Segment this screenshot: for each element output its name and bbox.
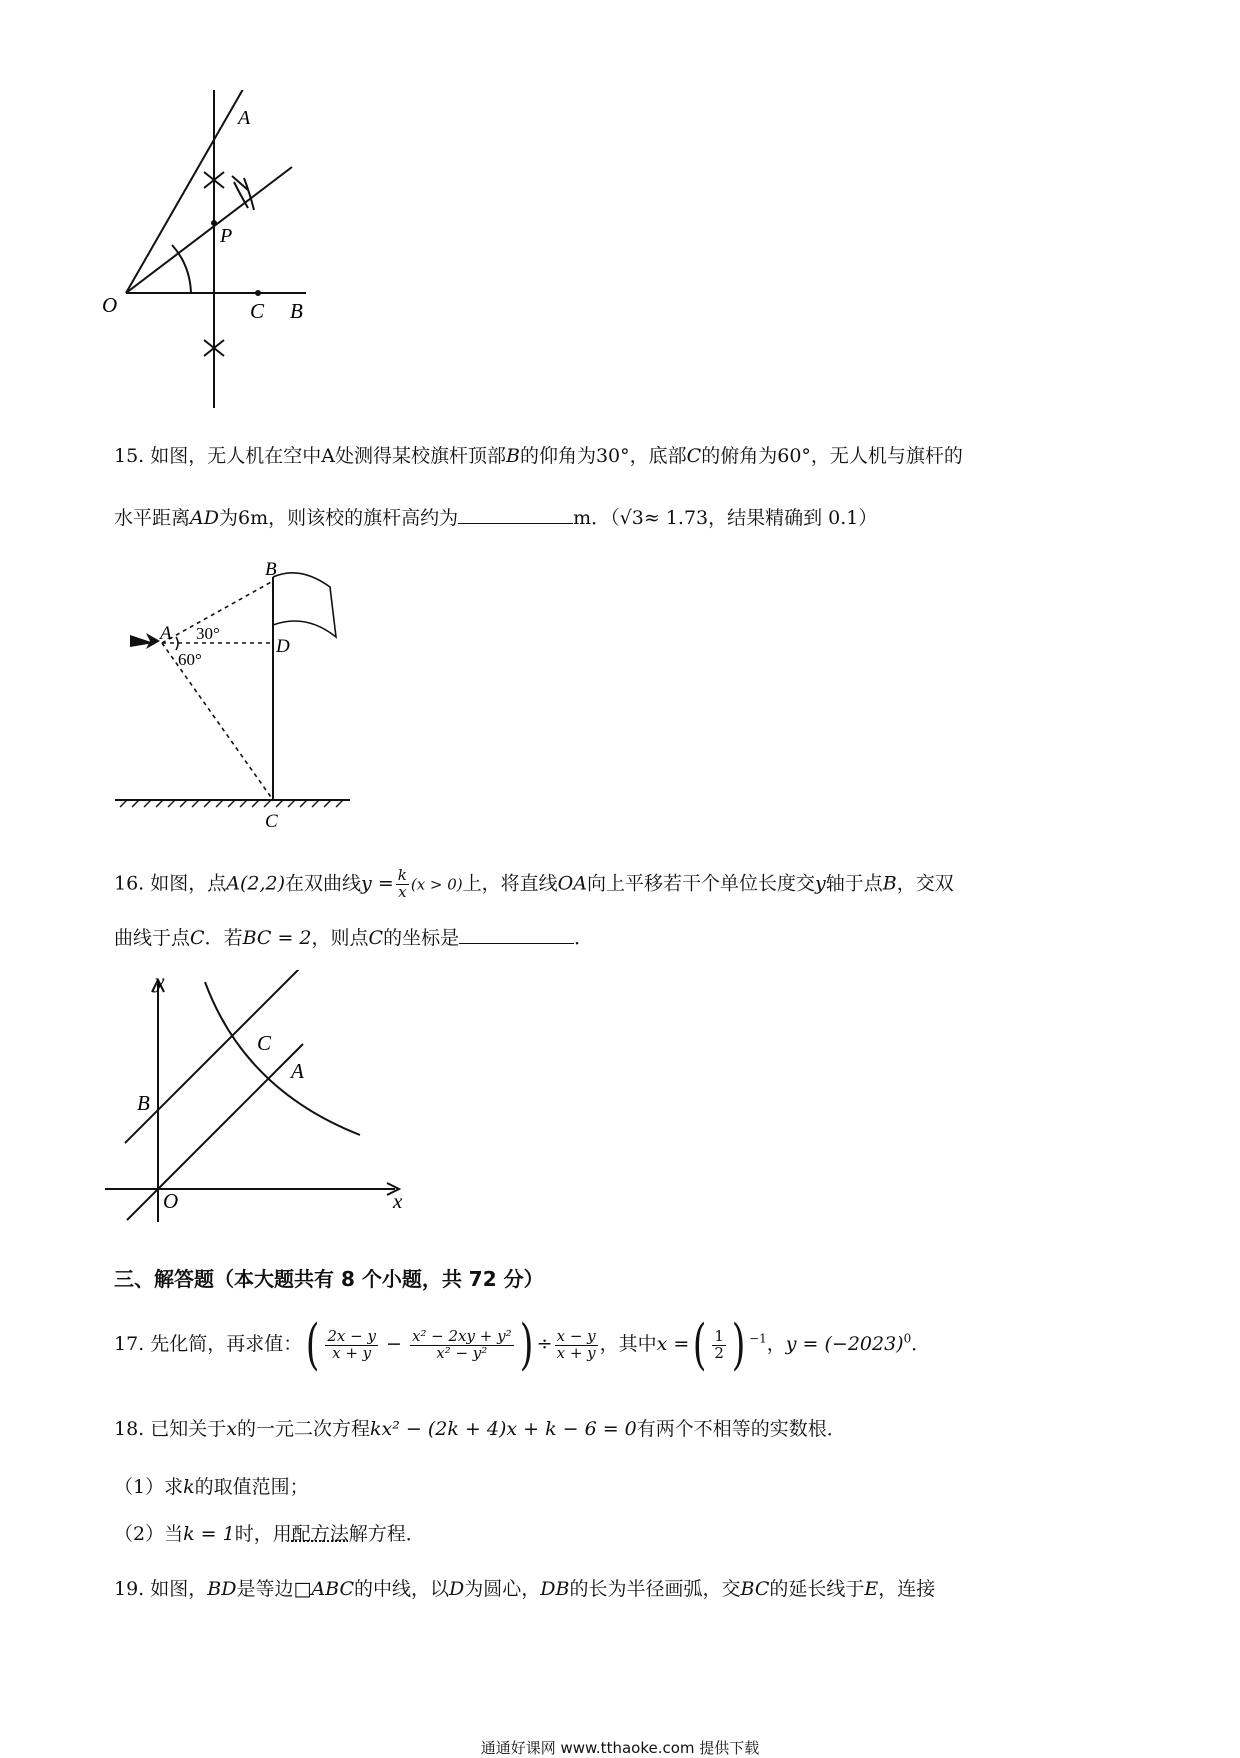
fig16-label-c: C <box>257 1031 272 1055</box>
line-bc <box>125 970 301 1143</box>
question-15-line-2: 水平距离AD为6m，则该校的旗杆高约为 m．（√3≈ 1.73，结果精确到 0.1） <box>114 507 878 529</box>
label-b: B <box>290 299 303 323</box>
fraction-3: $\frac{x - y}{x + y}$ <box>556 1326 596 1362</box>
fig15-label-c: C <box>265 811 278 832</box>
fraction-k-over-x: $\frac{k}{x}$ <box>397 866 407 901</box>
fig16-label-b: B <box>137 1091 150 1115</box>
label-c: C <box>250 299 265 323</box>
figure-14-construction <box>100 90 360 420</box>
label-p: P <box>220 225 233 247</box>
fig15-label-b: B <box>265 559 277 580</box>
drone-icon <box>130 633 160 649</box>
fig15-label-d: D <box>276 636 290 657</box>
section-heading-3: 三、解答题（本大题共有 8 个小题，共 72 分） <box>114 1267 544 1291</box>
point-c <box>255 290 261 296</box>
fig15-angle-60: 60° <box>178 650 202 669</box>
fig16-label-x: x <box>393 1189 403 1213</box>
ground-hatching <box>120 800 343 807</box>
label-o: O <box>102 293 118 317</box>
label-a: A <box>238 107 251 129</box>
fig16-label-a: A <box>291 1059 304 1083</box>
answer-blank-15[interactable] <box>458 523 573 524</box>
fig16-label-y: y <box>155 970 165 993</box>
figure-16-hyperbola <box>105 970 425 1230</box>
question-15-line-1: 15. 如图，无人机在空中A处测得某校旗杆顶部B的仰角为30°，底部C的俯角为60°，无人机与旗杆的 <box>114 445 963 467</box>
arc-at-o <box>172 245 191 293</box>
emphasized-text: 配方法 <box>291 1523 349 1545</box>
question-16-line-1: 16. 如图，点A(2,2)在双曲线y = $\frac{k}{x}$ (x > 0)上，将直线OA向上平移若干个单位长度交y轴于点B，交双 <box>114 866 954 901</box>
angle-arc <box>176 637 178 650</box>
answer-blank-16[interactable] <box>459 943 574 944</box>
hyperbola-curve <box>205 982 360 1135</box>
fig16-label-o: O <box>163 1189 179 1213</box>
angle-bisector-ray <box>126 167 292 293</box>
question-17: 17. 先化简，再求值：( $\frac{2x - y}{x + y}$ − $\frac{\text{x² − 2xy + y²}}{\text{x² − y²}}$ ) ÷ $\frac{x - y}{x + y}$ ，其中x =( $\frac{1}{2}$ ) $^{-1}$，$y = (-2023)^0$． <box>114 1313 931 1376</box>
fig15-angle-30: 30° <box>196 624 220 643</box>
fig15-label-a: A <box>160 623 172 644</box>
fraction-half: $\frac{1}{2}$ <box>714 1326 724 1362</box>
question-16-line-2: 曲线于点C．若BC = 2，则点C的坐标是 ． <box>114 927 594 949</box>
question-18-part-2: （2）当k = 1时，用配方法解方程． <box>114 1523 425 1545</box>
line-oa <box>127 1044 303 1220</box>
fraction-2: $\frac{\text{x² − 2xy + y²}}{\text{x² − y²}}$ <box>411 1326 512 1362</box>
flag <box>273 573 336 637</box>
question-18-part-1: （1）求k的取值范围； <box>114 1476 309 1498</box>
page-footer: 通通好课网 www.tthaoke.com 提供下载 <box>480 1739 760 1757</box>
figure-15-flagpole <box>110 555 370 835</box>
ray-oa <box>126 90 246 293</box>
point-p <box>211 220 217 226</box>
question-18: 18. 已知关于x的一元二次方程kx² − (2k + 4)x + k − 6 = 0有两个不相等的实数根． <box>114 1418 846 1440</box>
question-19: 19. 如图，BD是等边□ABC的中线，以D为圆心，DB的长为半径画弧，交BC的延长线于E，连接 <box>114 1578 936 1600</box>
fraction-1: $\frac{2x - y}{x + y}$ <box>327 1326 376 1362</box>
